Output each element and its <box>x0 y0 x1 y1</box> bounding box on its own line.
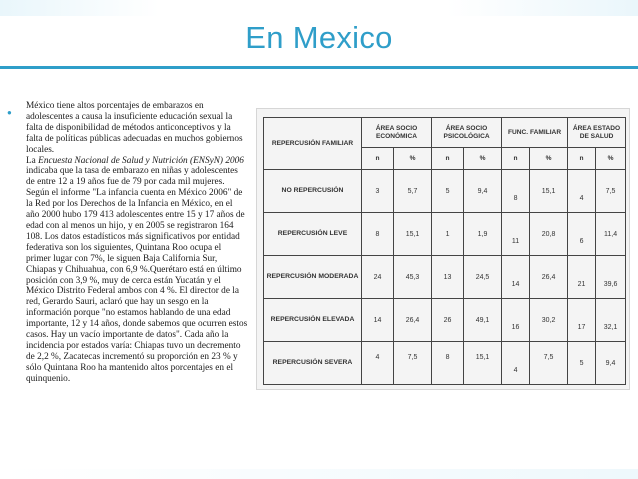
group-header: ÁREA ESTADO DE SALUD <box>568 118 626 148</box>
table-cell: 21 <box>568 256 596 299</box>
sub-header: n <box>362 148 394 170</box>
sub-header: % <box>394 148 432 170</box>
paragraph-2-body: indicaba que la tasa de embarazo en niñas y adolescentes de entre 12 a 19 años fue de 79 por cada mil mujeres. Según el informe "La infancia cuenta en México 2006" de la Red por los Derechos de la Infancia en México, en el año 2000 hubo 179 413 adolescentes entre 15 y 17 años de edad con al menos un hijo, y en 2005 se registraron 164 108. Los datos estadísticos más significativos por entidad federativa son los siguientes, Quintana Roo ocupa el primer lugar con 7%, le siguen Baja California Sur, Chiapas y Chihuahua, con 6,9 %.Querétaro está en último posición con 3,9 %, muy de cerca están Yucatán y el México Distrito Federal ambos con 4 %. El director de la red, Gerardo Sauri, aclaró que hay un sesgo en la información porque "no estamos hablando de una edad importante, 12 y 14 años, donde sabemos que ocurren estos casos. Hay un vacío importante de datos". Cada año la incidencia por estados varía: Chiapas tuvo un decremento de 2,2 %, Zacatecas incrementó su proporción en 23 % y sólo Quintana Roo ha mantenido altos porcentajes en el quinquenio. <box>26 166 248 384</box>
table-cell: 6 <box>568 213 596 256</box>
table-cell: 15,1 <box>530 170 568 213</box>
table-cell: 3 <box>362 170 394 213</box>
table-cell: 24 <box>362 256 394 299</box>
sub-header: % <box>464 148 502 170</box>
sub-header: n <box>432 148 464 170</box>
row-label: REPERCUSIÓN ELEVADA <box>264 299 362 342</box>
table-cell: 16 <box>502 299 530 342</box>
table-cell: 30,2 <box>530 299 568 342</box>
table-cell: 9,4 <box>596 342 626 385</box>
sub-header: % <box>596 148 626 170</box>
table-cell: 39,6 <box>596 256 626 299</box>
row-label: REPERCUSIÓN LEVE <box>264 213 362 256</box>
row-label: REPERCUSIÓN MODERADA <box>264 256 362 299</box>
table-row <box>264 342 626 385</box>
bottom-decoration-band <box>0 469 638 479</box>
table-cell: 9,4 <box>464 170 502 213</box>
table-cell: 11 <box>502 213 530 256</box>
bullet-icon: ● <box>7 108 12 117</box>
top-decoration-band <box>0 0 638 16</box>
slide-title: En Mexico <box>245 20 393 55</box>
repercussion-table <box>263 117 626 385</box>
table-cell: 4 <box>362 342 394 385</box>
table-row <box>264 213 626 256</box>
table-cell: 11,4 <box>596 213 626 256</box>
table-cell: 8 <box>432 342 464 385</box>
paragraph-2 <box>26 156 248 385</box>
sub-header: % <box>530 148 568 170</box>
table-cell: 24,5 <box>464 256 502 299</box>
survey-name: Encuesta Nacional de Salud y Nutrición (ENSyN) 2006 <box>38 155 244 166</box>
table-cell: 4 <box>502 342 530 385</box>
corner-header: REPERCUSIÓN FAMILIAR <box>264 118 362 170</box>
table-cell: 20,8 <box>530 213 568 256</box>
table-cell: 5 <box>432 170 464 213</box>
table-row <box>264 299 626 342</box>
table-image-panel <box>256 108 630 390</box>
table-cell: 7,5 <box>394 342 432 385</box>
paragraph-1: México tiene altos porcentajes de embarazos en adolescentes a causa la insuficiente educación sexual la falta de disponibilidad de métodos anticonceptivos y la falta de políticas públicas adecuadas en muchos gobiernos locales. <box>26 101 243 155</box>
table-cell: 45,3 <box>394 256 432 299</box>
table-cell: 8 <box>362 213 394 256</box>
table-cell: 26,4 <box>530 256 568 299</box>
table-cell: 5 <box>568 342 596 385</box>
group-header: FUNC. FAMILIAR <box>502 118 568 148</box>
group-header: ÁREA SOCIO ECONÓMICA <box>362 118 432 148</box>
sub-header: n <box>502 148 530 170</box>
table-cell: 15,1 <box>464 342 502 385</box>
table-row <box>264 170 626 213</box>
table-cell: 17 <box>568 299 596 342</box>
table-cell: 15,1 <box>394 213 432 256</box>
table-cell: 13 <box>432 256 464 299</box>
table-cell: 7,5 <box>596 170 626 213</box>
row-label: NO REPERCUSIÓN <box>264 170 362 213</box>
sub-header: n <box>568 148 596 170</box>
table-cell: 14 <box>502 256 530 299</box>
table-cell: 1,9 <box>464 213 502 256</box>
table-cell: 4 <box>568 170 596 213</box>
table-cell: 26,4 <box>394 299 432 342</box>
table-cell: 7,5 <box>530 342 568 385</box>
body-text <box>26 101 248 385</box>
title-underline <box>0 66 638 69</box>
row-label: REPERCUSIÓN SEVERA <box>264 342 362 385</box>
table-cell: 8 <box>502 170 530 213</box>
table-cell: 5,7 <box>394 170 432 213</box>
group-header: ÁREA SOCIO PSICOLÓGICA <box>432 118 502 148</box>
table-cell: 14 <box>362 299 394 342</box>
table-cell: 32,1 <box>596 299 626 342</box>
paragraph-2-prefix: La <box>26 155 39 166</box>
table-row <box>264 256 626 299</box>
table-cell: 1 <box>432 213 464 256</box>
table-cell: 49,1 <box>464 299 502 342</box>
table-cell: 26 <box>432 299 464 342</box>
